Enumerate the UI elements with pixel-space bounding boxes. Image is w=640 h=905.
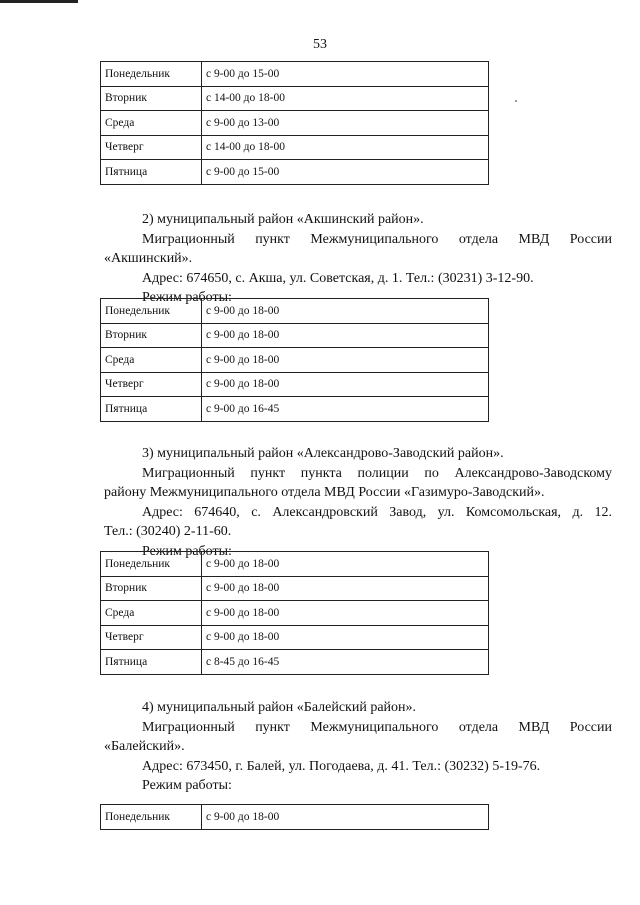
schedule-table-akshinsky — [100, 298, 489, 422]
section-heading: 4) муниципальный район «Балейский район». — [142, 700, 417, 715]
section-akshinsky — [104, 210, 612, 308]
work-mode-label: Режим работы: — [142, 543, 232, 559]
day-cell: Четверг — [101, 625, 202, 650]
table-row — [101, 576, 489, 601]
day-cell: Среда — [101, 601, 202, 626]
day-cell: Пятница — [101, 397, 202, 422]
section-heading: 2) муниципальный район «Акшинский район». — [142, 212, 424, 227]
work-mode-label: Режим работы: — [142, 778, 232, 793]
day-cell: Понедельник — [101, 299, 202, 324]
day-cell: Среда — [101, 111, 202, 136]
page-number: 53 — [313, 37, 327, 52]
table-row — [101, 62, 489, 87]
hours-cell: с 9-00 до 18-00 — [202, 601, 489, 626]
hours-cell: с 9-00 до 15-00 — [202, 62, 489, 87]
table-row — [101, 86, 489, 111]
schedule-table-baleysky — [100, 804, 489, 830]
schedule-table-aleksandrovo-zavodsky — [100, 551, 489, 675]
address-line-1: Адрес: 674640, с. Александровский Завод, ул. Комсомольская, д. 12. — [142, 504, 612, 520]
schedule-table-continued — [100, 61, 489, 185]
day-cell: Понедельник — [101, 805, 202, 830]
top-rule — [0, 0, 78, 3]
table-row — [101, 111, 489, 136]
table-row — [101, 552, 489, 577]
day-cell: Понедельник — [101, 552, 202, 577]
hours-cell: с 9-00 до 18-00 — [202, 323, 489, 348]
day-cell: Вторник — [101, 86, 202, 111]
section-baleysky — [104, 698, 612, 796]
day-cell: Вторник — [101, 576, 202, 601]
hours-cell: с 9-00 до 18-00 — [202, 552, 489, 577]
hours-cell: с 9-00 до 13-00 — [202, 111, 489, 136]
scan-speck — [515, 100, 517, 102]
address-line: Адрес: 674650, с. Акша, ул. Советская, д. 1. Тел.: (30231) 3-12-90. — [142, 270, 534, 286]
table-row — [101, 323, 489, 348]
hours-cell: с 9-00 до 18-00 — [202, 299, 489, 324]
address-line-2: Тел.: (30240) 2-11-60. — [104, 524, 232, 539]
hours-cell: с 14-00 до 18-00 — [202, 135, 489, 160]
day-cell: Пятница — [101, 650, 202, 675]
hours-cell: с 9-00 до 16-45 — [202, 397, 489, 422]
section-heading: 3) муниципальный район «Александрово-Заводский район». — [142, 446, 504, 461]
table-row — [101, 601, 489, 626]
section-aleksandrovo-zavodsky — [104, 444, 612, 561]
org-line-1: Миграционный пункт Межмуниципального отдела МВД России — [142, 719, 612, 735]
hours-cell: с 14-00 до 18-00 — [202, 86, 489, 111]
work-mode-label: Режим работы: — [142, 290, 232, 305]
table-row — [101, 625, 489, 650]
day-cell: Четверг — [101, 372, 202, 397]
day-cell: Вторник — [101, 323, 202, 348]
day-cell: Среда — [101, 348, 202, 373]
hours-cell: с 9-00 до 18-00 — [202, 372, 489, 397]
hours-cell: с 9-00 до 18-00 — [202, 625, 489, 650]
hours-cell: с 9-00 до 18-00 — [202, 805, 489, 830]
org-line-2: району Межмуниципального отдела МВД России «Газимуро-Заводский». — [104, 485, 545, 500]
org-line-2: «Акшинский». — [104, 251, 193, 266]
hours-cell: с 9-00 до 18-00 — [202, 348, 489, 373]
table-row — [101, 160, 489, 185]
org-line-2: «Балейский». — [104, 739, 185, 754]
hours-cell: с 9-00 до 15-00 — [202, 160, 489, 185]
table-row — [101, 805, 489, 830]
table-row — [101, 348, 489, 373]
org-line-1: Миграционный пункт пункта полиции по Александрово-Заводскому — [142, 465, 612, 481]
hours-cell: с 9-00 до 18-00 — [202, 576, 489, 601]
org-line-1: Миграционный пункт Межмуниципального отдела МВД России — [142, 231, 612, 247]
table-row — [101, 397, 489, 422]
hours-cell: с 8-45 до 16-45 — [202, 650, 489, 675]
address-line: Адрес: 673450, г. Балей, ул. Погодаева, д. 41. Тел.: (30232) 5-19-76. — [142, 758, 541, 774]
table-row — [101, 650, 489, 675]
table-row — [101, 299, 489, 324]
day-cell: Четверг — [101, 135, 202, 160]
table-row — [101, 135, 489, 160]
table-row — [101, 372, 489, 397]
day-cell: Понедельник — [101, 62, 202, 87]
day-cell: Пятница — [101, 160, 202, 185]
